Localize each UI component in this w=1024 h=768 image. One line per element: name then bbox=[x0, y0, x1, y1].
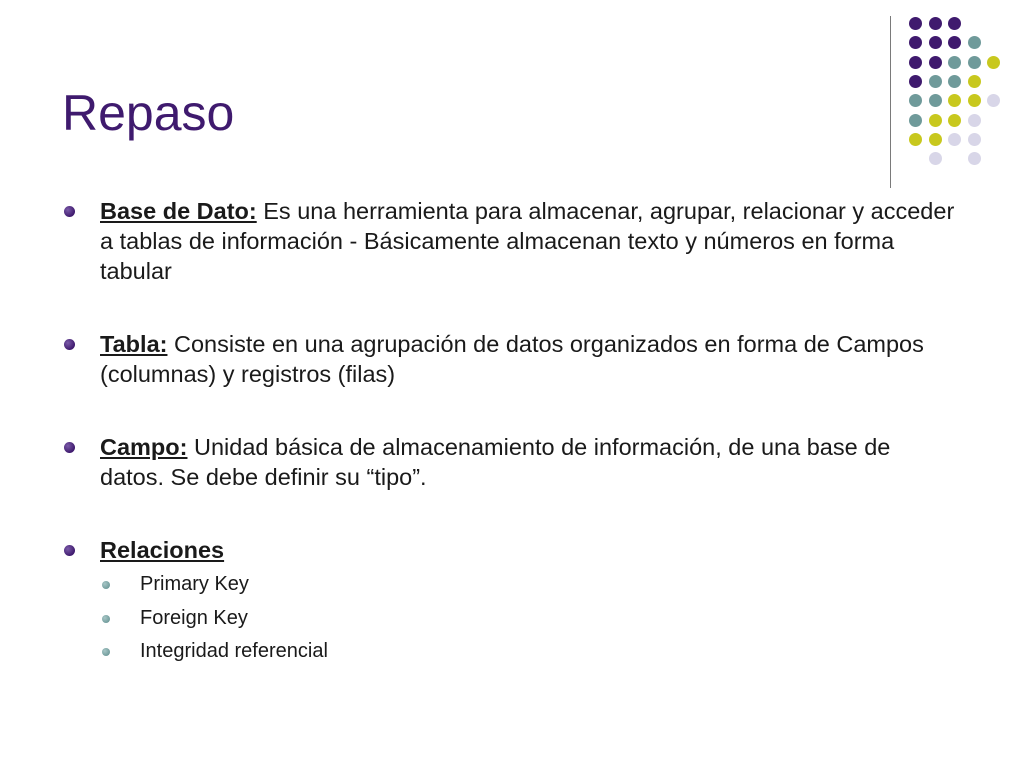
decorative-dot bbox=[909, 133, 922, 146]
bullet-item-relaciones bbox=[60, 535, 960, 669]
bullet-icon bbox=[64, 206, 75, 217]
sub-bullet-icon bbox=[102, 615, 110, 623]
decorative-dot-grid bbox=[905, 14, 1015, 174]
decorative-dot bbox=[929, 152, 942, 165]
decorative-dot bbox=[948, 56, 961, 69]
decorative-dot bbox=[929, 17, 942, 30]
bullet-item-base-de-dato bbox=[60, 196, 960, 286]
decorative-dot bbox=[968, 56, 981, 69]
decorative-dot bbox=[909, 75, 922, 88]
sub-bullet-item bbox=[100, 635, 960, 669]
bullet-text: Unidad básica de almacenamiento de información, de una base de datos. Se debe definir su “tipo”. bbox=[100, 434, 891, 490]
sub-bullet-item bbox=[100, 602, 960, 636]
bullet-term: Base de Dato: bbox=[100, 198, 257, 224]
sub-bullet-icon bbox=[102, 581, 110, 589]
bullet-text: Es una herramienta para almacenar, agrupar, relacionar y acceder a tablas de información - Básicamente almacenan texto y números en forma tabular bbox=[100, 198, 955, 284]
decorative-dot bbox=[968, 133, 981, 146]
decorative-divider bbox=[890, 16, 891, 188]
decorative-dot bbox=[929, 94, 942, 107]
bullet-item-campo bbox=[60, 432, 960, 492]
bullet-text: Consiste en una agrupación de datos organizados en forma de Campos (columnas) y registros (filas) bbox=[100, 331, 924, 387]
slide-title: Repaso bbox=[62, 85, 235, 141]
decorative-dot bbox=[929, 36, 942, 49]
decorative-dot bbox=[987, 94, 1000, 107]
decorative-dot bbox=[909, 17, 922, 30]
decorative-dot bbox=[948, 17, 961, 30]
decorative-dot bbox=[948, 36, 961, 49]
decorative-dot bbox=[968, 36, 981, 49]
decorative-dot bbox=[909, 94, 922, 107]
decorative-dot bbox=[968, 75, 981, 88]
sub-bullet-text: Foreign Key bbox=[140, 606, 248, 629]
decorative-dot bbox=[909, 114, 922, 127]
sub-bullet-text: Primary Key bbox=[140, 573, 249, 595]
decorative-dot bbox=[987, 56, 1000, 69]
bullet-term: Relaciones bbox=[100, 537, 225, 563]
decorative-dot bbox=[968, 114, 981, 127]
sub-bullet-icon bbox=[102, 648, 110, 656]
decorative-dot bbox=[948, 133, 961, 146]
decorative-dot bbox=[909, 56, 922, 69]
decorative-dot bbox=[948, 114, 961, 127]
slide-body bbox=[60, 196, 960, 669]
decorative-dot bbox=[948, 75, 961, 88]
decorative-dot bbox=[929, 75, 942, 88]
sub-bullet-item bbox=[100, 568, 960, 602]
bullet-icon bbox=[64, 545, 75, 556]
sub-bullet-list bbox=[100, 568, 960, 669]
bullet-icon bbox=[64, 442, 75, 453]
decorative-dot bbox=[929, 56, 942, 69]
decorative-dot bbox=[948, 94, 961, 107]
decorative-dot bbox=[929, 114, 942, 127]
bullet-item-tabla bbox=[60, 329, 960, 389]
bullet-term: Campo: bbox=[100, 434, 188, 460]
decorative-dot bbox=[968, 94, 981, 107]
sub-bullet-text: Integridad referencial bbox=[140, 640, 328, 662]
decorative-dot bbox=[929, 133, 942, 146]
bullet-term: Tabla: bbox=[100, 331, 168, 357]
decorative-dot bbox=[909, 36, 922, 49]
bullet-icon bbox=[64, 339, 75, 350]
decorative-dot bbox=[968, 152, 981, 165]
